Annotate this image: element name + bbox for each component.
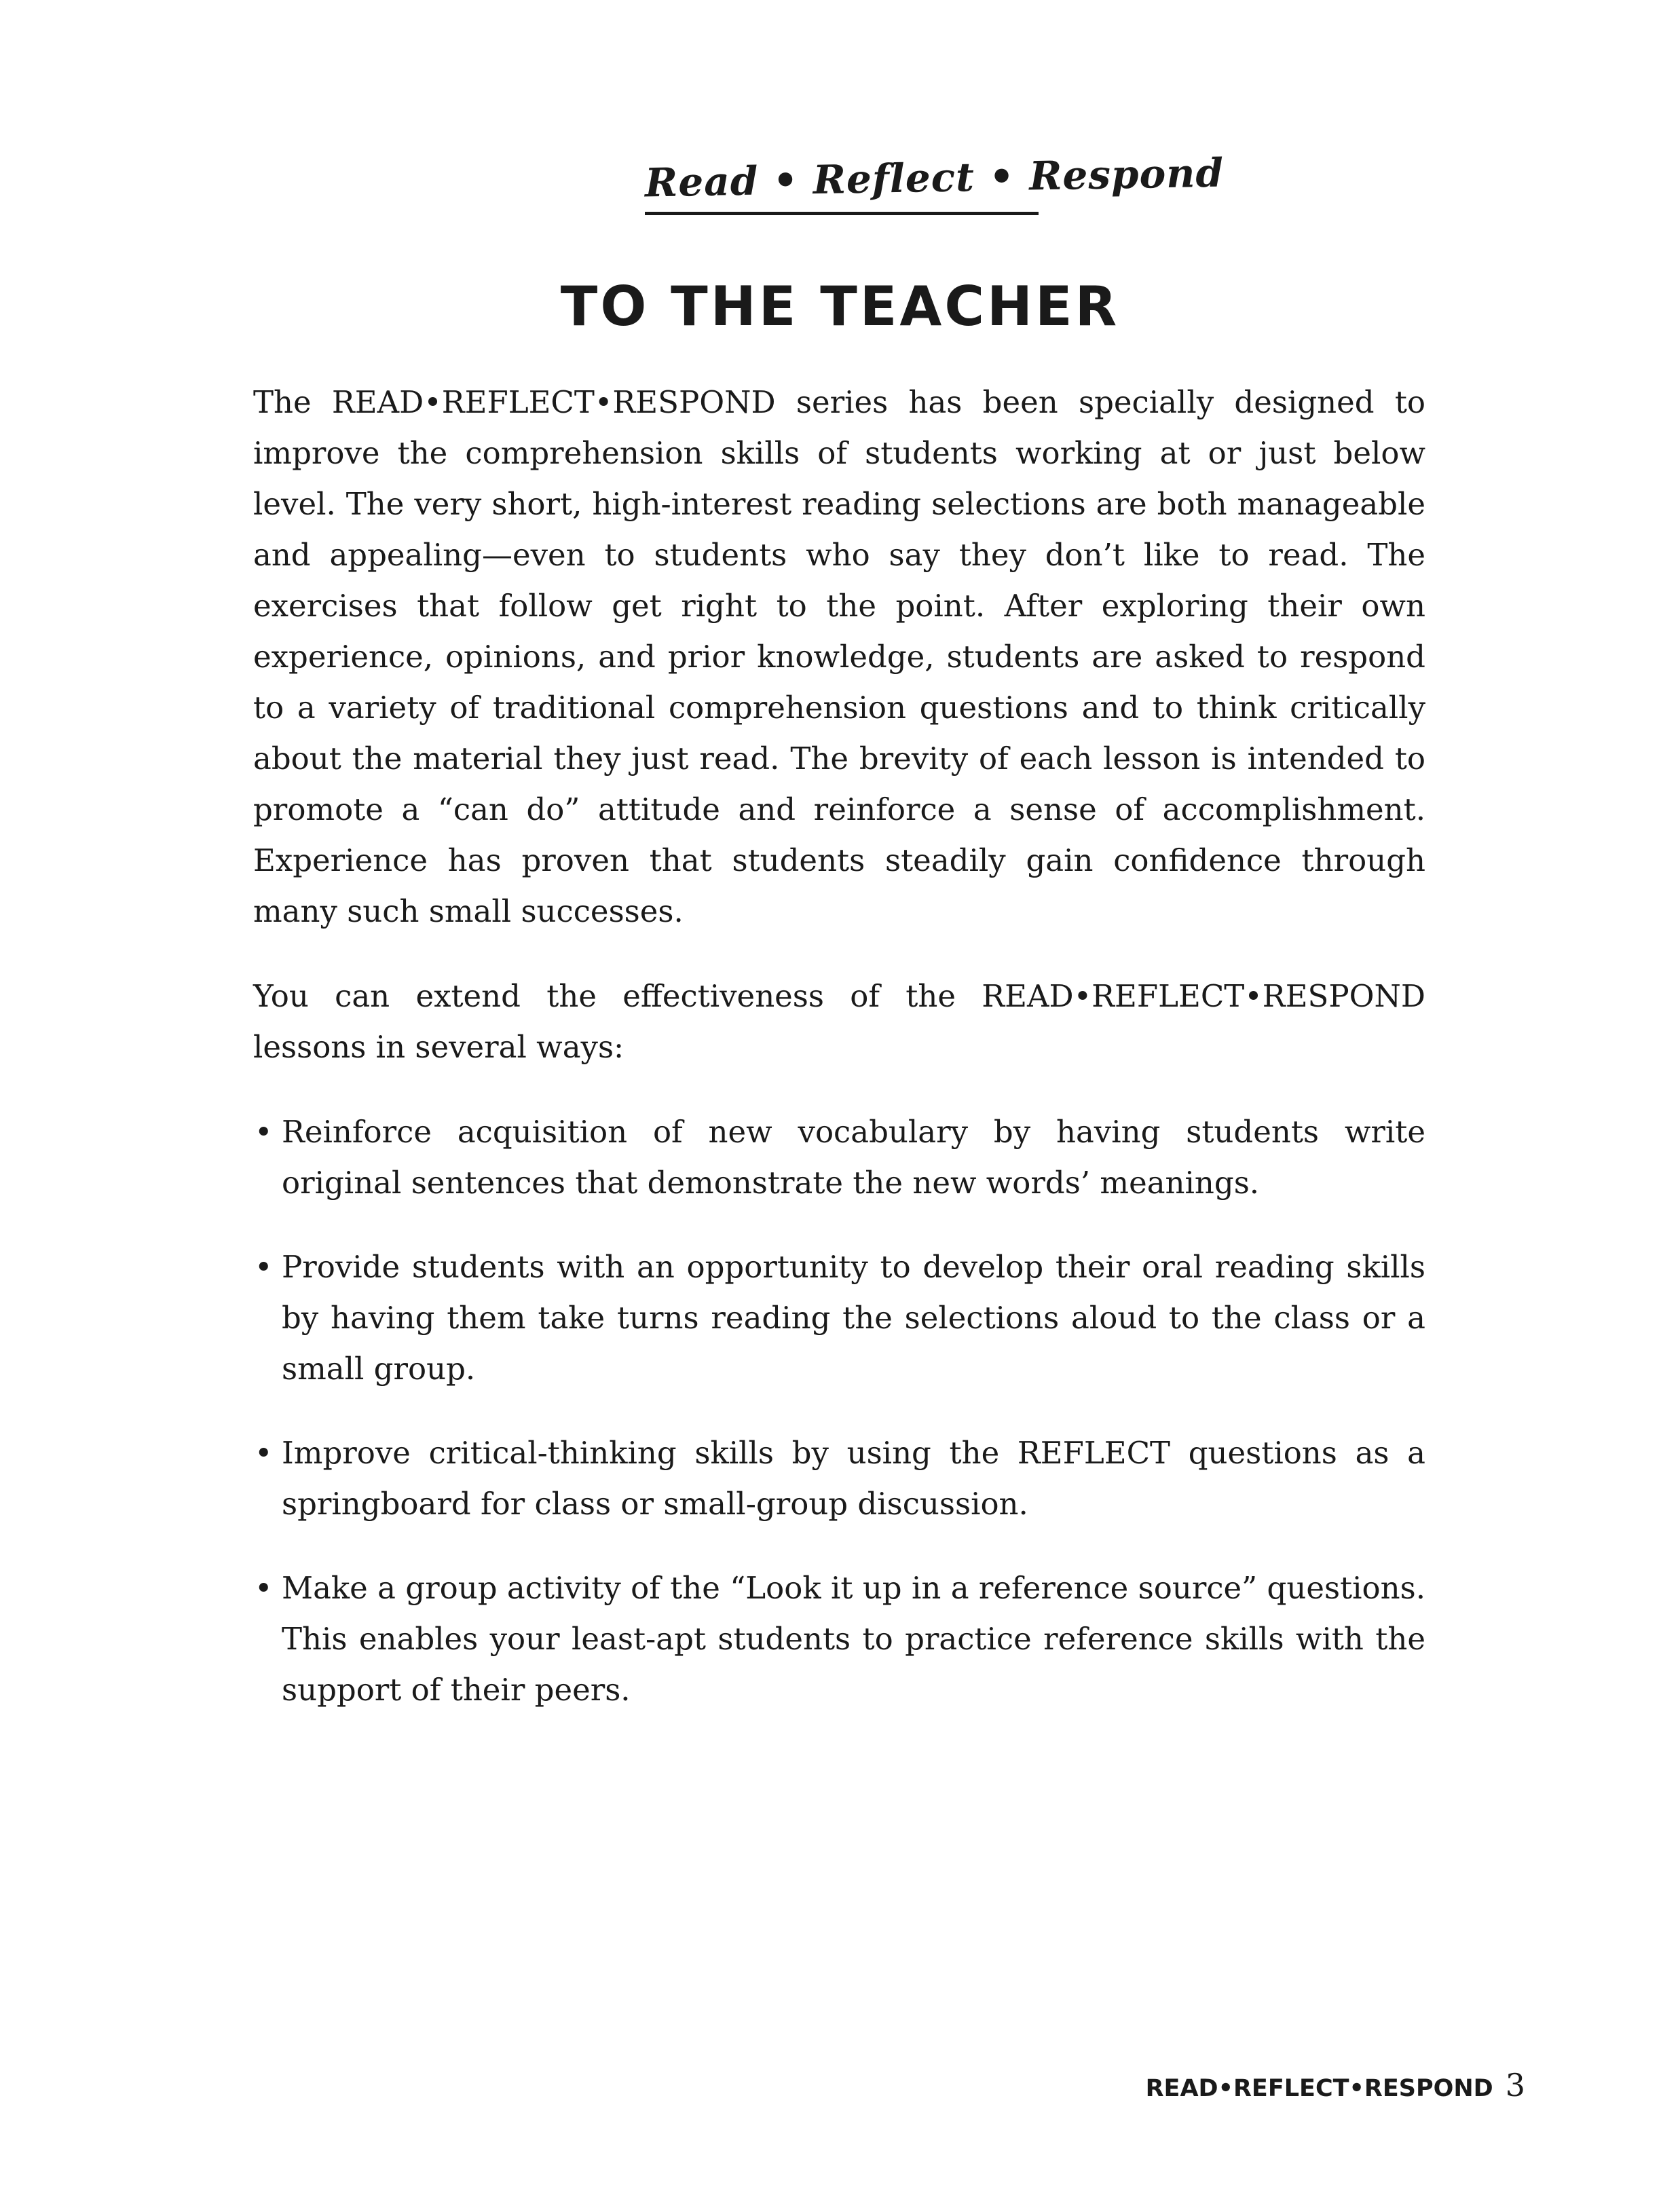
page-number: 3 xyxy=(1505,2067,1525,2103)
list-item xyxy=(253,1563,1425,1715)
series-logo xyxy=(644,149,1225,216)
list-item-text: Make a group activity of the “Look it up in a reference source” questions. This enables your least-apt students to practice reference skills with the support of their peers. xyxy=(282,1570,1425,1708)
list-item xyxy=(253,1106,1425,1208)
series-logo-text: Read • Reflect • Respond xyxy=(644,149,1225,206)
list-item xyxy=(253,1427,1425,1529)
list-item xyxy=(253,1241,1425,1394)
tips-list xyxy=(253,1106,1425,1748)
list-item-text: Improve critical-thinking skills by using the REFLECT questions as a springboard for class or small-group discussion. xyxy=(282,1435,1425,1522)
logo-underline xyxy=(645,212,1039,215)
ways-paragraph: You can extend the effectiveness of the READ•REFLECT•RESPOND lessons in several ways: xyxy=(253,978,1425,1065)
footer-series: READ•REFLECT•RESPOND xyxy=(1145,2075,1493,2102)
bullet-icon: • xyxy=(255,1570,273,1606)
list-item-text: Reinforce acquisition of new vocabulary by having students write original sentences that demonstrate the new words’ meanings. xyxy=(282,1114,1425,1201)
bullet-icon: • xyxy=(255,1114,273,1150)
page-footer xyxy=(1146,2067,1525,2103)
bullet-icon: • xyxy=(255,1435,273,1471)
list-item-text: Provide students with an opportunity to develop their oral reading skills by having them take turns reading the selections aloud to the class or a small group. xyxy=(282,1249,1425,1387)
page-title: TO THE TEACHER xyxy=(560,275,1120,338)
bullet-icon: • xyxy=(255,1249,273,1285)
intro-paragraph: The READ•REFLECT•RESPOND series has been specially designed to improve the comprehension skills of students working at or just below level. The very short, high-interest reading selections are both manageable and appealing—even to students who say they don’t like to read. The exercises that follow get right to the point. After exploring their own experience, opinions, and prior knowledge, students are asked to respond to a variety of traditional comprehension questions and to think critically about the material they just read. The brevity of each lesson is intended to promote a “can do” attitude and reinforce a sense of accomplishment. Experience has proven that students steadily gain confidence through many such small successes. xyxy=(253,384,1425,929)
